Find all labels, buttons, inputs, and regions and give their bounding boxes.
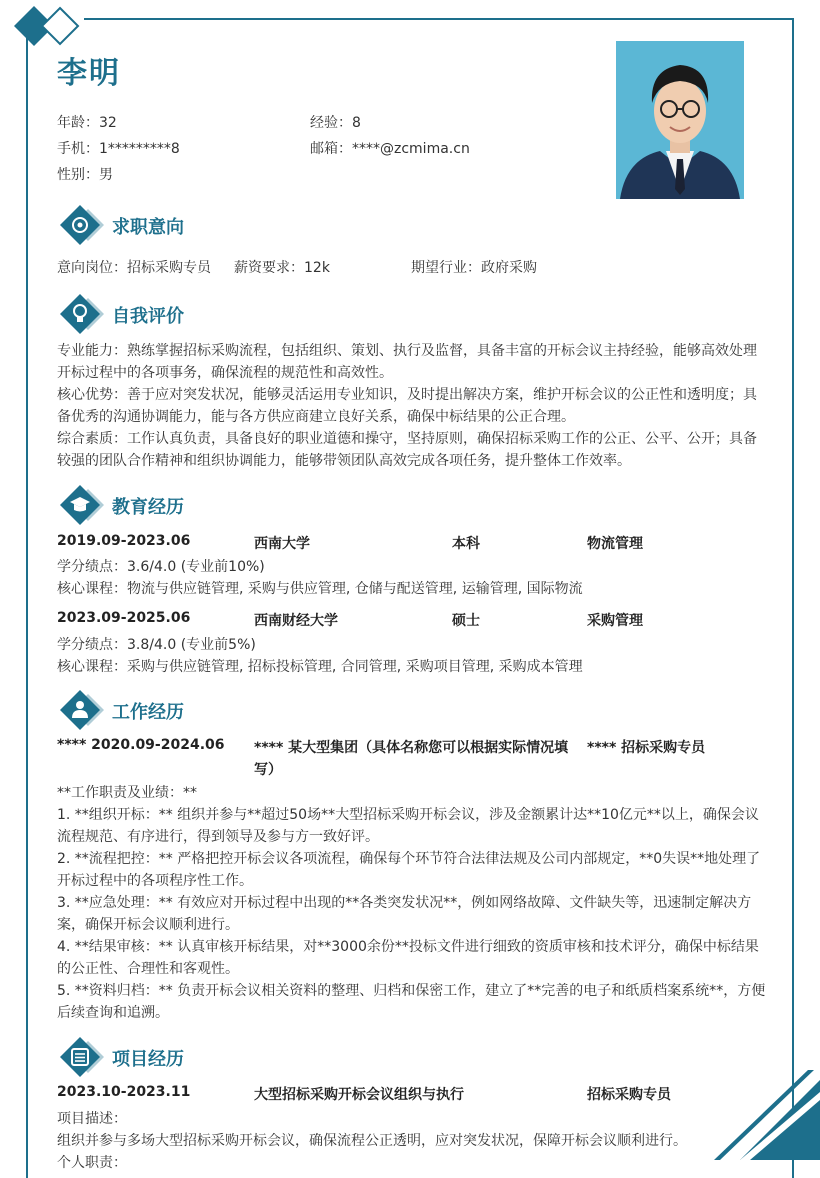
corner-stripes-decoration [710,1070,820,1160]
email-label: 邮箱： [310,141,352,157]
self-eval-paragraph: 核心优势：善于应对突发状况，能够灵活运用专业知识，及时提出解决方案，维护开标会议的公正性和透明度；具备优秀的沟通协调能力，能与各方供应商建立良好关系，确保中标结果的公正合理。 [57,387,757,425]
person-icon [58,688,108,732]
work-period: **** 2020.09-2024.06 [57,737,225,753]
experience-value: 8 [352,115,361,131]
email-row [310,138,470,158]
project-desc: 组织并参与多场大型招标采购开标会议，确保流程公正透明，应对突发状况，保障开标会议顺利进行。 [57,1133,687,1149]
list-icon [58,1035,108,1079]
edu-school: 西南财经大学 [254,613,338,629]
graduation-cap-icon [58,483,108,527]
edu-period: 2023.09-2025.06 [57,610,191,626]
section-title: 教育经历 [112,497,184,518]
edu-degree: 硕士 [452,613,480,629]
work-item: 1. **组织开标：** 组织并参与**超过50场**大型招标采购开标会议，涉及金额累计达**10亿元**以上，确保会议流程规范、有序进行，得到领导及参与方一致好评。 [57,807,759,845]
work-item: 5. **资料归档：** 负责开标会议相关资料的整理、归档和保密工作，建立了**完善的电子和纸质档案系统**，方便后续查询和追溯。 [57,983,766,1021]
edu-courses: 核心课程：物流与供应链管理, 采购与供应管理, 仓储与配送管理, 运输管理, 国际物流 [57,581,583,597]
gender-row [57,164,113,184]
section-title: 项目经历 [112,1049,184,1070]
work-company: **** 某大型集团（具体名称您可以根据实际情况填写） [254,740,569,778]
project-duty-label: 个人职责： [57,1155,127,1171]
experience-row [310,112,361,132]
phone-label: 手机： [57,141,99,157]
section-intent [58,203,358,247]
section-title: 工作经历 [112,702,184,723]
edu-major: 采购管理 [587,613,643,629]
project-period: 2023.10-2023.11 [57,1084,191,1100]
intent-industry: 期望行业：政府采购 [411,260,537,276]
age-label: 年龄： [57,115,99,131]
gender-value: 男 [99,167,113,183]
gender-label: 性别： [57,167,99,183]
self-eval-paragraph: 专业能力：熟练掌握招标采购流程，包括组织、策划、执行及监督，具备丰富的开标会议主持经验，能够高效处理开标过程中的各项事务，确保流程的规范性和高效性。 [57,343,757,381]
age-value: 32 [99,115,117,131]
edu-gpa: 学分绩点：3.6/4.0 (专业前10%) [57,559,265,575]
work-item: 4. **结果审核：** 认真审核开标结果，对**3000余份**投标文件进行细致的资质审核和技术评分，确保中标结果的公正性、合理性和客观性。 [57,939,759,977]
section-title: 自我评价 [112,306,184,327]
intent-position: 意向岗位：招标采购专员 [57,260,211,276]
work-heading: **工作职责及业绩：** [57,785,197,801]
section-self-evaluation [58,292,358,336]
section-education [58,483,358,527]
phone-value: 1*********8 [99,141,180,157]
lightbulb-icon [58,292,108,336]
diamond-decoration-icon [8,4,88,48]
project-role: 招标采购专员 [587,1087,671,1103]
self-eval-paragraph: 综合素质：工作认真负责，具备良好的职业道德和操守，坚持原则，确保招标采购工作的公正、公平、公开；具备较强的团队合作精神和组织协调能力，能够带领团队高效完成各项任务，提升整体工作效率。 [57,431,757,469]
work-item: 3. **应急处理：** 有效应对开标过程中出现的**各类突发状况**，例如网络故障、文件缺失等，迅速制定解决方案，确保开标会议顺利进行。 [57,895,752,933]
section-work [58,688,358,732]
edu-courses: 核心课程：采购与供应链管理, 招标投标管理, 合同管理, 采购项目管理, 采购成本管理 [57,659,583,675]
profile-photo [616,41,744,199]
edu-period: 2019.09-2023.06 [57,533,191,549]
email-value: ****@zcmima.cn [352,141,470,157]
project-name: 大型招标采购开标会议组织与执行 [254,1087,464,1103]
person-portrait-icon [616,41,744,199]
candidate-name: 李明 [57,56,121,91]
work-item: 2. **流程把控：** 严格把控开标会议各项流程，确保每个环节符合法律法规及公司内部规定，**0失误**地处理了开标过程中的各项程序性工作。 [57,851,761,889]
target-icon [58,203,108,247]
section-project [58,1035,358,1079]
edu-gpa: 学分绩点：3.8/4.0 (专业前5%) [57,637,256,653]
experience-label: 经验： [310,115,352,131]
work-role: **** 招标采购专员 [587,740,706,756]
intent-salary: 薪资要求：12k [234,260,330,276]
phone-row [57,138,180,158]
project-desc-label: 项目描述： [57,1111,127,1127]
edu-major: 物流管理 [587,536,643,552]
age-row [57,112,117,132]
edu-degree: 本科 [452,536,480,552]
edu-school: 西南大学 [254,536,310,552]
section-title: 求职意向 [112,217,184,238]
